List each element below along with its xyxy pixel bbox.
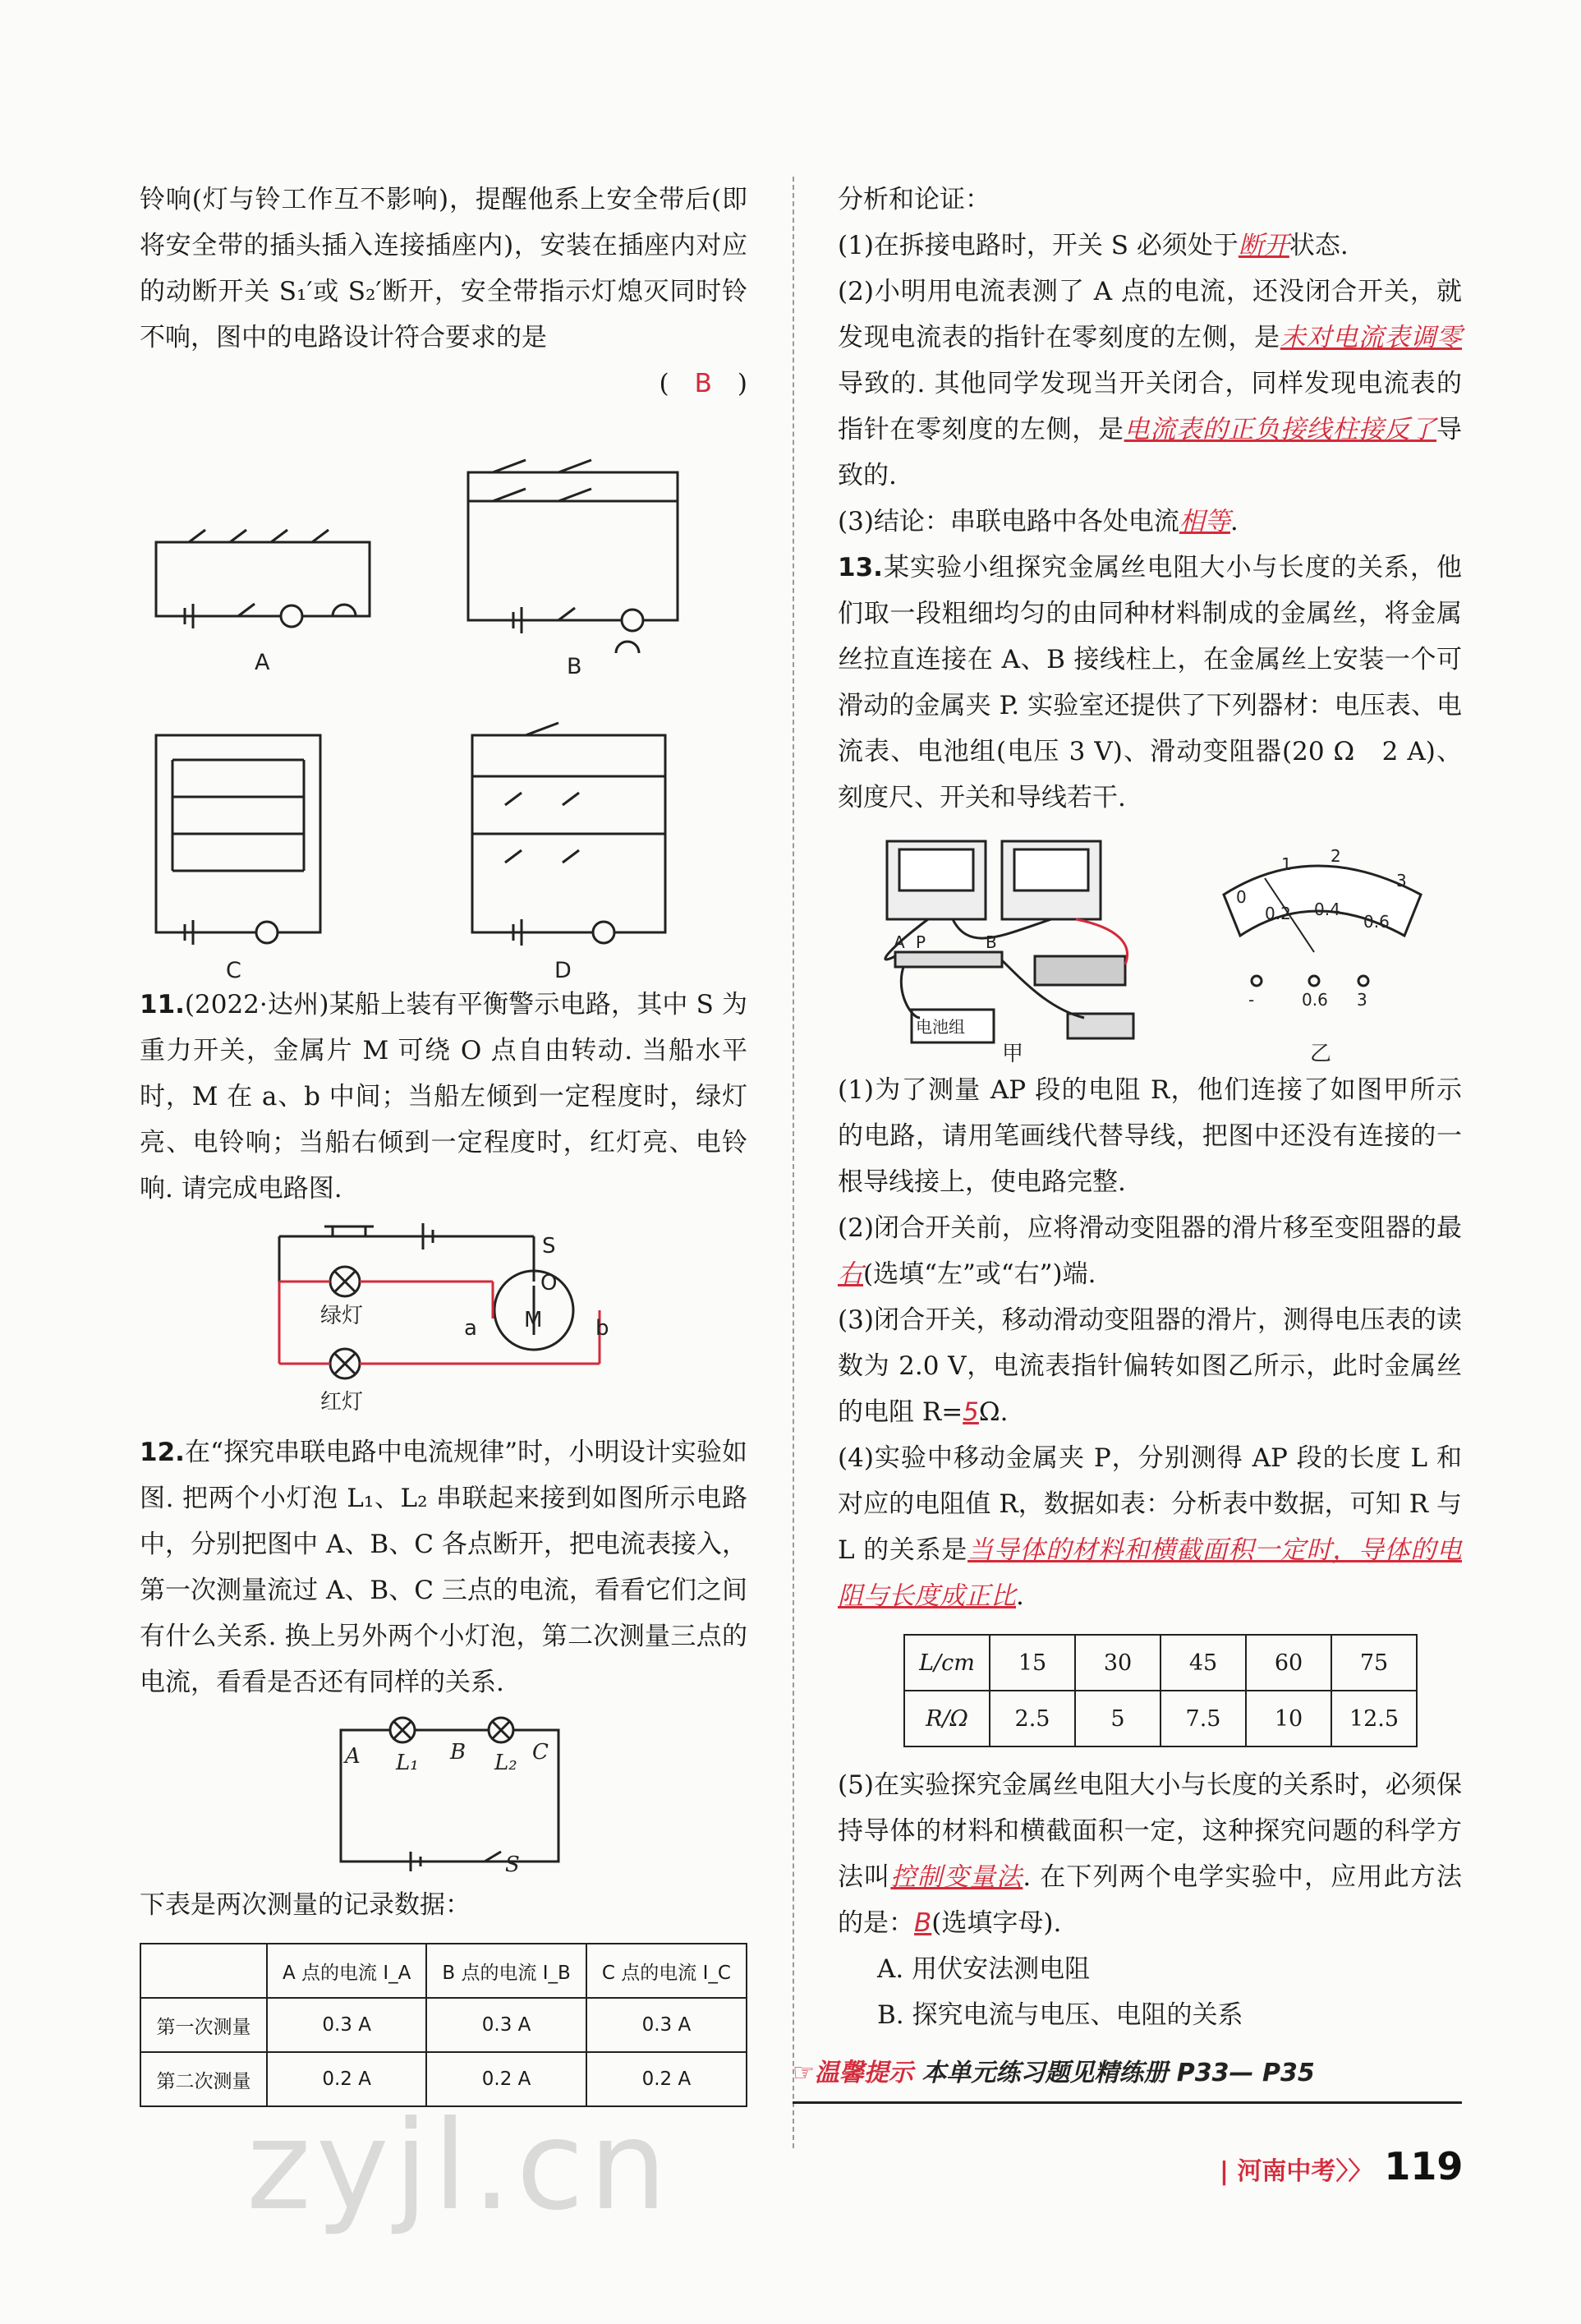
table-cell: 45 xyxy=(1160,1635,1246,1691)
q11-svg xyxy=(140,1212,747,1429)
table-header-cell: B 点的电流 I_B xyxy=(426,1944,586,1998)
table-cell: 0.2 A xyxy=(267,2052,426,2106)
meter-terminal: 3 xyxy=(1357,990,1367,1010)
table-cell: L/cm xyxy=(904,1635,990,1691)
table-cell: 0.2 A xyxy=(586,2052,747,2106)
table-cell: 0.3 A xyxy=(586,1998,747,2052)
q13-4-post: . xyxy=(1016,1581,1024,1611)
table-cell: 2.5 xyxy=(990,1691,1075,1746)
q13-figures xyxy=(838,821,1462,1067)
q13-num: 13. xyxy=(838,553,883,582)
column-divider xyxy=(793,177,794,2148)
q12-2-answer-2: 电流表的正负接线柱接反了 xyxy=(1124,415,1437,444)
option-d-label: D xyxy=(554,958,572,982)
green-light-label: 绿灯 xyxy=(320,1304,364,1328)
table-cell: 第一次测量 xyxy=(140,1998,267,2052)
watermark: zyjl.cn xyxy=(246,2095,673,2238)
lamp-l2-label: L₂ xyxy=(494,1751,517,1775)
option-a-label: A xyxy=(255,650,270,675)
q11-text: (2022·达州)某船上装有平衡警示电路，其中 S 为重力开关，金属片 M 可绕 O 点自由转动. 当船水平时，M 在 a、b 中间；当船左倾到一定程度时，绿灯亮、电铃响；当船右倾到一定程度时，红灯亮、电铃响. 请完成电路图. xyxy=(140,990,747,1203)
table-header-row xyxy=(140,1944,747,1998)
fig-yi xyxy=(1224,866,1421,986)
terminal-a-label: A xyxy=(894,932,905,952)
q13-part4 xyxy=(838,1435,1462,1619)
q12-3-post: . xyxy=(1229,507,1239,536)
q13-4-text: (4)实验中移动金属夹 P，分别测得 AP 段的长度 L 和对应的电阻值 R，数据如表：分析表中数据，可知 R 与 L 的关系是 xyxy=(838,1443,1462,1565)
red-light-label: 红灯 xyxy=(320,1390,364,1415)
plate-m-label: M xyxy=(524,1308,543,1332)
battery-label: 电池组 xyxy=(916,1017,965,1037)
table-cell: 0.3 A xyxy=(267,1998,426,2052)
reminder-label: ☞温馨提示 xyxy=(793,2059,913,2087)
circuit-b xyxy=(468,460,678,653)
meter-tick: 0 xyxy=(1236,887,1247,907)
contact-a-label: a xyxy=(464,1316,477,1341)
table-row xyxy=(904,1635,1417,1691)
q13-2-answer: 右 xyxy=(838,1259,863,1289)
option-b: B. 探究电流与电压、电阻的关系 xyxy=(877,2000,1243,2030)
reminder-text: 本单元练习题见精练册 P33— P35 xyxy=(921,2059,1315,2087)
lr-table xyxy=(903,1634,1418,1747)
fig-jia-label: 甲 xyxy=(1002,1042,1024,1066)
option-b-label: B xyxy=(567,654,582,679)
meter-terminal: 0.6 xyxy=(1302,990,1328,1010)
q13-part5 xyxy=(838,1762,1462,1946)
q13-3-text: (3)闭合开关，移动滑动变阻器的滑片，测得电压表的读数为 2.0 V，电流表指针偏转如图乙所示，此时金属丝的电阻 R= xyxy=(838,1305,1462,1427)
q12-num: 12. xyxy=(140,1438,185,1467)
q12-figure xyxy=(140,1705,747,1882)
q12-svg xyxy=(140,1705,747,1882)
q12-record-table xyxy=(140,1943,747,2107)
q11 xyxy=(140,982,747,1212)
table-row xyxy=(140,1998,747,2052)
table-header-cell: C 点的电流 I_C xyxy=(586,1944,747,1998)
q10-circuits-svg xyxy=(140,407,747,982)
table-cell: R/Ω xyxy=(904,1691,990,1746)
q12-1-answer: 断开 xyxy=(1238,231,1289,260)
q13-2-post: (选填“左”或“右”)端. xyxy=(863,1259,1096,1289)
q13-text: 某实验小组探究金属丝电阻大小与长度的关系，他们取一段粗细均匀的由同种材料制成的金属丝，将金属丝拉直连接在 A、B 接线柱上，在金属丝上安装一个可滑动的金属夹 P. 实验室还提供了下列器材：电压表、电流表、电池组(电压 3 V)、滑动变阻器(20 Ω 2 A)、刻度尺、开关和导线若干. xyxy=(838,553,1462,812)
left-column xyxy=(140,177,747,2107)
option-c-label: C xyxy=(226,958,241,982)
circuit-c xyxy=(156,735,320,945)
page-number: 119 xyxy=(1384,2144,1464,2188)
q10-text: 铃响(灯与铃工作互不影响)，提醒他系上安全带后(即将安全带的插头插入连接插座内)，安装在插座内对应的动断开关 S₁′或 S₂′断开，安全带指示灯熄灭同时铃不响，图中的电路设计符合要求的是 xyxy=(140,185,747,352)
q12-text: 在“探究串联电路中电流规律”时，小明设计实验如图. 把两个小灯泡 L₁、L₂ 串联起来接到如图所示电路中，分别把图中 A、B、C 各点断开，把电流表接入，第一次测量流过 A、B、C 三点的电流，看看它们之间有什么关系. 换上另外两个小灯泡，第二次测量三点的电流，看看是否还有同样的关系. xyxy=(140,1438,747,1697)
q11-num: 11. xyxy=(140,990,185,1019)
q12-1-text: (1)在拆接电路时，开关 S 必须处于 xyxy=(838,231,1239,260)
q13-part2 xyxy=(838,1205,1462,1297)
q13-5-text: (5)在实验探究金属丝电阻大小与长度的关系时，必须保持导体的材料和横截面积一定，这种探究问题的科学方法叫 xyxy=(838,1770,1462,1892)
meter-tick: 0.4 xyxy=(1314,900,1340,919)
table-header-cell: A 点的电流 I_A xyxy=(267,1944,426,1998)
q13-5-answer-2: B xyxy=(914,1908,932,1938)
table-cell: 12.5 xyxy=(1331,1691,1417,1746)
q12-2-text: (2)小明用电流表测了 A 点的电流，还没闭合开关，就发现电流表的指针在零刻度的左侧，是 xyxy=(838,277,1462,352)
point-a-label: A xyxy=(345,1744,361,1769)
q12-3-text: (3)结论：串联电路中各处电流 xyxy=(838,507,1179,536)
q11-figure xyxy=(140,1212,747,1429)
table-cell: 5 xyxy=(1075,1691,1160,1746)
q12-3-answer: 相等 xyxy=(1179,507,1230,536)
q12-part2 xyxy=(838,269,1462,499)
contact-b-label: b xyxy=(595,1316,609,1341)
q12-table-intro: 下表是两次测量的记录数据： xyxy=(140,1890,471,1920)
meter-tick: 0.2 xyxy=(1265,904,1291,923)
q13-5-post: (选填字母). xyxy=(931,1908,1062,1938)
point-c-label: C xyxy=(532,1740,549,1765)
table-header-cell xyxy=(140,1944,267,1998)
circuit-a xyxy=(156,530,370,628)
meter-tick: 3 xyxy=(1396,871,1407,890)
option-a: A. 用伏安法测电阻 xyxy=(877,1954,1091,1984)
q13-svg xyxy=(838,821,1462,1067)
table-cell: 30 xyxy=(1075,1635,1160,1691)
q13-2-text: (2)闭合开关前，应将滑动变阻器的滑片移至变阻器的最 xyxy=(838,1213,1462,1243)
table-cell: 15 xyxy=(990,1635,1075,1691)
meter-tick: 0.6 xyxy=(1363,912,1390,932)
meter-tick: 2 xyxy=(1331,846,1341,866)
q12-2-post: 导致的. xyxy=(838,415,1463,490)
q12-2-mid: 导致的. 其他同学发现当开关闭合，同样发现电流表的指针在零刻度的左侧，是 xyxy=(838,369,1462,444)
q12-2-answer-1: 未对电流表调零 xyxy=(1280,323,1463,352)
page-footer xyxy=(1220,2144,1463,2188)
q13 xyxy=(838,545,1462,821)
q12 xyxy=(140,1429,747,1705)
q13-3-post: Ω. xyxy=(978,1397,1009,1427)
table-cell: 0.2 A xyxy=(426,2052,586,2106)
reminder-bar xyxy=(793,2052,1462,2104)
table-cell: 第二次测量 xyxy=(140,2052,267,2106)
analysis-title: 分析和论证： xyxy=(838,185,990,214)
table-cell: 7.5 xyxy=(1160,1691,1246,1746)
table-row xyxy=(904,1691,1417,1746)
point-b-label: B xyxy=(450,1740,466,1765)
table-cell: 75 xyxy=(1331,1635,1417,1691)
table-cell: 60 xyxy=(1246,1635,1331,1691)
clip-p-label: P xyxy=(916,932,926,952)
q13-3-answer: 5 xyxy=(963,1397,979,1427)
q13-4-answer: 当导体的材料和横截面积一定时，导体的电阻与长度成正比 xyxy=(838,1535,1462,1611)
table-cell: 10 xyxy=(1246,1691,1331,1746)
meter-terminal: - xyxy=(1248,990,1255,1010)
q12-part1 xyxy=(838,223,1462,269)
q13-5-answer-1: 控制变量法 xyxy=(890,1862,1023,1892)
table-cell: 0.3 A xyxy=(426,1998,586,2052)
meter-tick: 1 xyxy=(1281,854,1292,874)
q10-answer: B xyxy=(694,369,712,398)
circuit-d xyxy=(472,723,665,946)
lamp-l1-label: L₁ xyxy=(396,1751,419,1775)
pivot-o-label: O xyxy=(540,1271,558,1295)
q13-part3 xyxy=(838,1297,1462,1435)
fig-yi-label: 乙 xyxy=(1310,1042,1332,1066)
footer-brand: | 河南中考〉〉 xyxy=(1220,2157,1373,2186)
q13-part1: (1)为了测量 AP 段的电阻 R，他们连接了如图甲所示的电路，请用笔画线代替导线，把图中还没有连接的一根导线接上，使电路完整. xyxy=(838,1075,1462,1197)
q13-5-mid: . 在下列两个电学实验中，应用此方法的是： xyxy=(838,1862,1462,1938)
switch-s-label: S xyxy=(542,1234,556,1259)
switch-s2-label: S xyxy=(505,1852,520,1877)
right-column xyxy=(838,177,1462,2038)
q12-1-post: 状态. xyxy=(1289,231,1349,260)
q10-answer-line: ( B ) xyxy=(659,369,747,398)
q12-part3 xyxy=(838,499,1462,545)
q10-circuits xyxy=(140,407,747,982)
terminal-b-label: B xyxy=(986,932,997,952)
